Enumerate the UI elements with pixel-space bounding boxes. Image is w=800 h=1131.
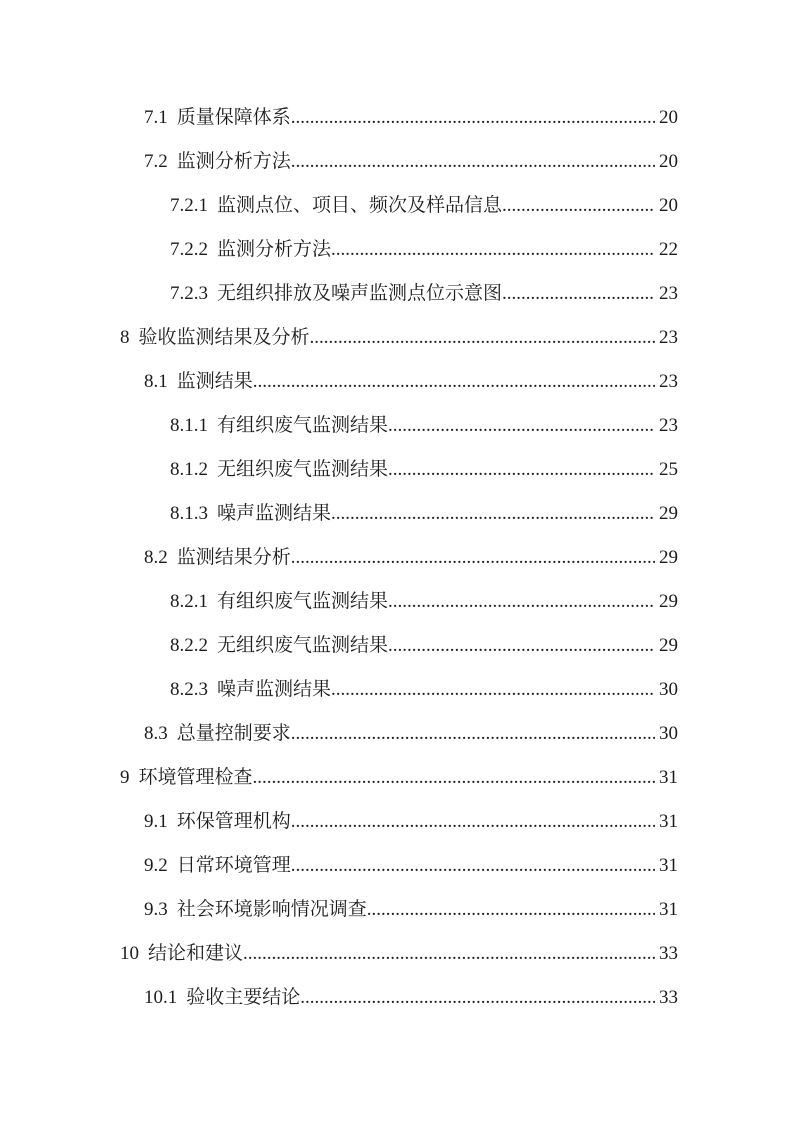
toc-entry-page: 29: [659, 547, 678, 568]
toc-entry-number: 9.2: [144, 855, 168, 876]
toc-entry: [120, 580, 678, 624]
toc-entry: [120, 932, 678, 976]
toc-entry-title: 日常环境管理: [176, 855, 291, 876]
dot-leader: [291, 712, 655, 756]
dot-leader: [291, 140, 655, 184]
toc-entry-title: 监测结果: [176, 371, 253, 392]
toc-entry-title: 有组织废气监测结果: [217, 591, 389, 612]
dot-leader: [310, 316, 655, 360]
toc-entry-page: 31: [659, 855, 678, 876]
toc-entry: [120, 404, 678, 448]
toc-entry-title: 监测结果分析: [176, 547, 291, 568]
toc-entry-page: 20: [659, 151, 678, 172]
toc-entry-title: 质量保障体系: [176, 107, 291, 128]
toc-entry-page: 30: [659, 679, 678, 700]
toc-entry-title: 社会环境影响情况调查: [176, 899, 367, 920]
dot-leader: [243, 932, 655, 976]
toc-entry: [120, 800, 678, 844]
dot-leader: [502, 184, 655, 228]
toc-entry-page: 29: [659, 503, 678, 524]
dot-leader: [388, 448, 655, 492]
toc-entry-page: 25: [659, 459, 678, 480]
toc-entry-number: 8.2.2: [170, 635, 208, 656]
dot-leader: [388, 580, 655, 624]
toc-entry-number: 8.2: [144, 547, 168, 568]
toc-entry-title: 有组织废气监测结果: [217, 415, 389, 436]
toc-entry-title: 监测点位、项目、频次及样品信息: [217, 195, 503, 216]
toc-entry-page: 23: [659, 327, 678, 348]
dot-leader: [388, 624, 655, 668]
toc-entry-number: 9.3: [144, 899, 168, 920]
toc-entry-page: 23: [659, 371, 678, 392]
table-of-contents: [120, 96, 678, 1020]
toc-entry-number: 7.1: [144, 107, 168, 128]
toc-entry: [120, 492, 678, 536]
toc-entry-number: 9.1: [144, 811, 168, 832]
toc-entry-number: 8.1.1: [170, 415, 208, 436]
toc-entry-number: 7.2.3: [170, 283, 208, 304]
toc-entry-title: 无组织废气监测结果: [217, 459, 389, 480]
toc-entry: [120, 140, 678, 184]
dot-leader: [253, 360, 655, 404]
toc-entry-page: 22: [659, 239, 678, 260]
toc-entry: [120, 888, 678, 932]
toc-entry-title: 监测分析方法: [176, 151, 291, 172]
toc-entry-title: 无组织排放及噪声监测点位示意图: [217, 283, 503, 304]
toc-entry: [120, 624, 678, 668]
toc-entry: [120, 844, 678, 888]
toc-entry: [120, 712, 678, 756]
toc-entry-number: 8.2.1: [170, 591, 208, 612]
toc-entry-title: 噪声监测结果: [217, 503, 332, 524]
toc-entry-number: 7.2: [144, 151, 168, 172]
dot-leader: [367, 888, 655, 932]
toc-entry-number: 7.2.1: [170, 195, 208, 216]
dot-leader: [291, 800, 655, 844]
toc-entry-page: 20: [659, 195, 678, 216]
toc-entry: [120, 316, 678, 360]
toc-entry-page: 20: [659, 107, 678, 128]
toc-entry-page: 31: [659, 899, 678, 920]
toc-entry-number: 8: [120, 327, 130, 348]
dot-leader: [291, 844, 655, 888]
toc-entry: [120, 976, 678, 1020]
toc-entry-page: 30: [659, 723, 678, 744]
toc-entry: [120, 756, 678, 800]
toc-entry-page: 29: [659, 591, 678, 612]
toc-entry-title: 总量控制要求: [176, 723, 291, 744]
toc-entry-title: 噪声监测结果: [217, 679, 332, 700]
dot-leader: [291, 96, 655, 140]
toc-entry-title: 验收监测结果及分析: [138, 327, 310, 348]
toc-entry-title: 环保管理机构: [176, 811, 291, 832]
dot-leader: [331, 228, 655, 272]
toc-entry-title: 验收主要结论: [186, 987, 301, 1008]
toc-entry-page: 33: [659, 943, 678, 964]
toc-entry-title: 结论和建议: [148, 943, 244, 964]
toc-entry-page: 33: [659, 987, 678, 1008]
dot-leader: [388, 404, 655, 448]
dot-leader: [331, 492, 655, 536]
toc-entry-number: 10: [120, 943, 139, 964]
dot-leader: [291, 536, 655, 580]
toc-entry-page: 31: [659, 811, 678, 832]
toc-entry-title: 监测分析方法: [217, 239, 332, 260]
toc-entry: [120, 272, 678, 316]
toc-entry-number: 7.2.2: [170, 239, 208, 260]
dot-leader: [300, 976, 655, 1020]
toc-entry: [120, 536, 678, 580]
toc-entry-page: 23: [659, 283, 678, 304]
toc-entry: [120, 184, 678, 228]
dot-leader: [502, 272, 655, 316]
toc-entry: [120, 360, 678, 404]
dot-leader: [331, 668, 655, 712]
dot-leader: [253, 756, 655, 800]
toc-entry-title: 无组织废气监测结果: [217, 635, 389, 656]
toc-entry-number: 9: [120, 767, 130, 788]
toc-entry-number: 8.3: [144, 723, 168, 744]
toc-entry-page: 23: [659, 415, 678, 436]
toc-entry: [120, 668, 678, 712]
toc-entry: [120, 96, 678, 140]
toc-entry-number: 8.2.3: [170, 679, 208, 700]
toc-entry-title: 环境管理检查: [138, 767, 253, 788]
toc-entry-number: 8.1: [144, 371, 168, 392]
toc-entry-page: 31: [659, 767, 678, 788]
toc-entry: [120, 228, 678, 272]
toc-entry-number: 8.1.3: [170, 503, 208, 524]
toc-entry: [120, 448, 678, 492]
toc-entry-number: 10.1: [144, 987, 178, 1008]
toc-entry-number: 8.1.2: [170, 459, 208, 480]
toc-entry-page: 29: [659, 635, 678, 656]
